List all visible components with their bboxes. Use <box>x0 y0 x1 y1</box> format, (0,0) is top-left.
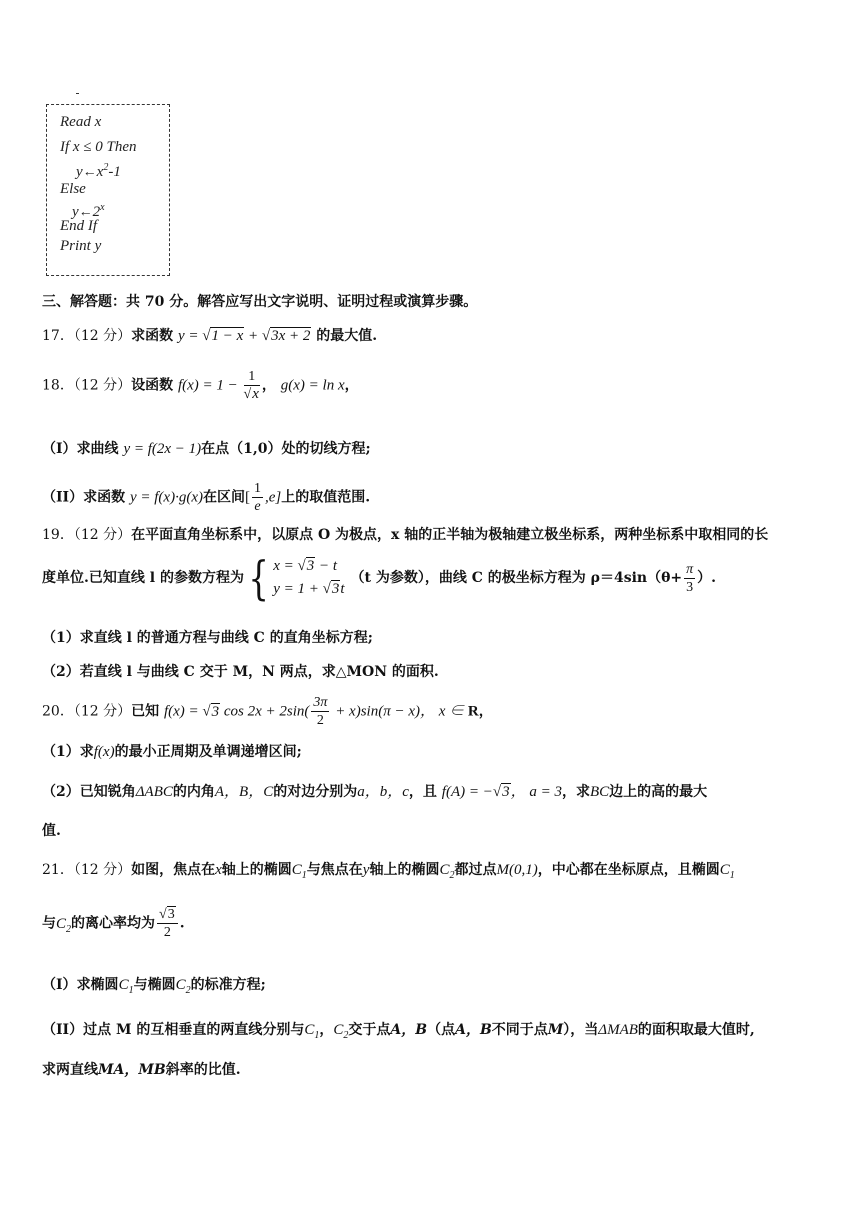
question-21-part2: （II）过点 M 的互相垂直的两直线分别与$C_1$，$C_2$交于点A，B（点A，B不同于点M），当ΔMAB的面积取最大值时, <box>42 1022 755 1041</box>
q19-parametric-system: x = √3 − t y = 1 + √3t <box>273 558 345 597</box>
question-19-part1: （1）求直线 l 的普通方程与曲线 C 的直角坐标方程; <box>42 630 373 646</box>
question-21: 21．（12 分）如图，焦点在x轴上的椭圆$C_1$与焦点在y轴上的椭圆$C_2$都过点M(0,1)，中心都在坐标原点，且椭圆$C_1$ <box>42 862 735 881</box>
q18-interval-fraction: $\frac{1}{e}$ <box>253 481 261 514</box>
stray-mark <box>76 93 79 94</box>
code-line-if: If x ≤ 0 Then <box>60 139 137 155</box>
question-20-part2: （2）已知锐角ΔABC的内角A，B，C的对边分别为a，b，c，且 f(A) = −√3， a = 3，求BC边上的高的最大 <box>42 784 708 800</box>
q17-formula: y = √1 − x + √3x + 2 <box>177 328 311 344</box>
section-heading: 三、解答题：共 70 分。解答应写出文字说明、证明过程或演算步骤。 <box>42 294 478 310</box>
question-19-part2: （2）若直线 l 与曲线 C 交于 M，N 两点，求△MON 的面积. <box>42 664 439 680</box>
question-18-part2: （II）求函数 y = f(x)·g(x)在区间[ $\frac{1}{e}$ ,e]上的取值范围. <box>42 481 371 514</box>
question-21-line2: 与$C_2$的离心率均为 $\frac{√3}{2}$ . <box>42 907 185 940</box>
question-20-part2-cont: 值. <box>42 823 61 839</box>
question-18-part1: （I）求曲线 y = f(2x − 1)在点（1,0）处的切线方程; <box>42 441 371 457</box>
code-line-assign1: $y\leftarrow x^2-1$ <box>76 162 121 180</box>
code-line-else: Else <box>60 181 86 197</box>
question-19-line2: 度单位.已知直线 l 的参数方程为{ x = √3 − t y = 1 + √3t （t 为参数），曲线 C 的极坐标方程为 ρ＝4sin（θ+ $\frac{\pi}{3}$ ）. <box>42 551 717 605</box>
question-21-part2-cont: 求两直线MA，MB斜率的比值. <box>42 1062 241 1078</box>
question-20-part1: （1）求f(x)的最小正周期及单调递增区间; <box>42 744 302 760</box>
question-19: 19．（12 分）在平面直角坐标系中，以原点 O 为极点，x 轴的正半轴为极轴建立极坐标系，两种坐标系中取相同的长 <box>42 527 769 543</box>
code-line-endif: End If <box>60 218 98 234</box>
q21-fraction: $\frac{√3}{2}$ <box>157 906 178 941</box>
question-21-part1: （I）求椭圆$C_1$与椭圆$C_2$的标准方程; <box>42 977 266 996</box>
code-line-assign2: y←2$^x$ <box>72 202 105 220</box>
q18-fraction: $\frac{1}{√x}$ <box>243 369 259 402</box>
question-20: 20．（12 分）已知 f(x) = √3 cos 2x + 2sin( $\frac{3\pi}{2}$ + x)sin(π − x)， x ∈ R， <box>42 695 493 728</box>
question-17: 17．（12 分）求函数 y = √1 − x + √3x + 2 的最大值. <box>42 328 378 344</box>
question-18: 18．（12 分）设函数 f(x) = 1 − $\frac{1}{√x}$ ， g(x) = ln x， <box>42 369 359 402</box>
q19-fraction: $\frac{\pi}{3}$ <box>686 561 694 595</box>
code-line-print: Print y <box>60 238 102 254</box>
q20-fraction: $\frac{3\pi}{2}$ <box>313 695 328 728</box>
code-line-read: Read x <box>60 114 102 130</box>
